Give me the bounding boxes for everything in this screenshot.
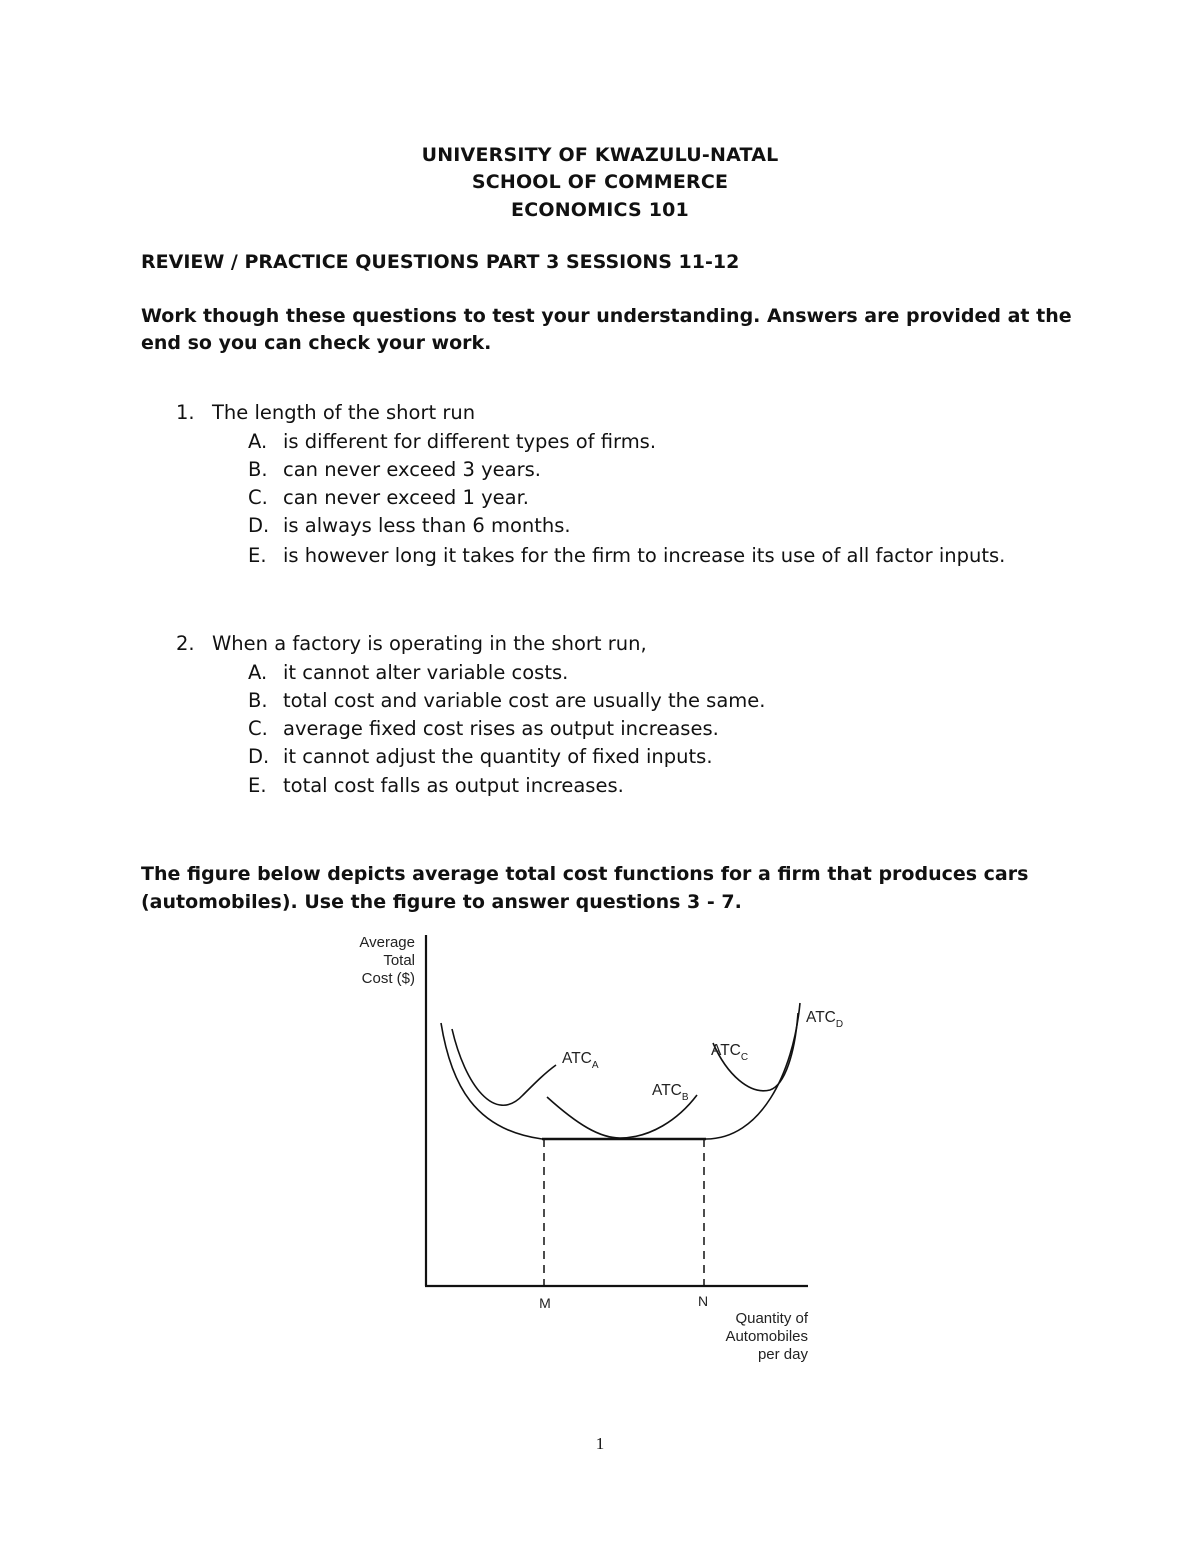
label-atc-d-base: ATC bbox=[806, 1009, 836, 1026]
atc-figure bbox=[330, 925, 870, 1375]
option-letter: D. bbox=[248, 514, 270, 537]
q1-option-a bbox=[248, 430, 656, 453]
tick-label-m: M bbox=[539, 1295, 551, 1311]
label-atc-b-base: ATC bbox=[652, 1082, 682, 1099]
question-2 bbox=[176, 632, 647, 655]
option-letter: A. bbox=[248, 661, 268, 684]
q2-option-e bbox=[248, 774, 624, 797]
page-number: 1 bbox=[595, 1434, 605, 1453]
atc-a-curve bbox=[452, 1029, 556, 1105]
label-atc-c-sub: C bbox=[740, 1052, 749, 1063]
label-atc-a bbox=[562, 1050, 599, 1071]
option-text: total cost and variable cost are usually the same. bbox=[283, 689, 766, 712]
q1-option-b bbox=[248, 458, 541, 481]
label-atc-b bbox=[652, 1082, 689, 1103]
label-atc-a-sub: A bbox=[591, 1060, 599, 1071]
lratc-left-branch bbox=[441, 1023, 542, 1139]
x-axis-label-line-2: Automobiles bbox=[725, 1328, 808, 1345]
label-atc-c bbox=[711, 1042, 748, 1063]
atc-b-curve bbox=[547, 1095, 697, 1138]
q1-option-e bbox=[248, 544, 1005, 567]
label-atc-a-base: ATC bbox=[562, 1050, 592, 1067]
label-atc-d bbox=[806, 1009, 843, 1030]
tick-label-n: N bbox=[697, 1293, 709, 1309]
school-name: SCHOOL OF COMMERCE bbox=[471, 171, 729, 193]
option-text: it cannot alter variable costs. bbox=[283, 661, 569, 684]
y-axis-label-line-1: Average bbox=[359, 934, 415, 951]
course-name: ECONOMICS 101 bbox=[511, 199, 689, 221]
label-atc-b-sub: B bbox=[681, 1092, 689, 1103]
option-text: total cost falls as output increases. bbox=[283, 774, 624, 797]
question-text: When a factory is operating in the short run, bbox=[212, 632, 647, 655]
option-letter: C. bbox=[248, 486, 268, 509]
question-1 bbox=[176, 401, 475, 424]
option-letter: A. bbox=[248, 430, 268, 453]
q2-option-d bbox=[248, 745, 713, 768]
option-letter: E. bbox=[248, 544, 267, 567]
option-letter: B. bbox=[248, 689, 268, 712]
option-letter: C. bbox=[248, 717, 268, 740]
option-letter: E. bbox=[248, 774, 267, 797]
option-letter: D. bbox=[248, 745, 270, 768]
label-atc-c-base: ATC bbox=[711, 1042, 741, 1059]
q1-option-d bbox=[248, 514, 571, 537]
q1-option-c bbox=[248, 486, 529, 509]
q2-option-a bbox=[248, 661, 568, 684]
label-atc-d-sub: D bbox=[835, 1019, 844, 1030]
y-axis-label-line-2: Total bbox=[383, 952, 415, 969]
option-text: it cannot adjust the quantity of fixed inputs. bbox=[283, 745, 713, 768]
x-axis-label-line-1: Quantity of bbox=[735, 1310, 808, 1327]
option-text: is different for different types of firms. bbox=[283, 430, 657, 453]
question-number: 1. bbox=[176, 401, 195, 424]
option-text: is always less than 6 months. bbox=[283, 514, 571, 537]
figure-intro-line-2: (automobiles). Use the figure to answer questions 3 - 7. bbox=[141, 891, 742, 913]
university-name: UNIVERSITY OF KWAZULU-NATAL bbox=[421, 144, 779, 166]
option-text: can never exceed 1 year. bbox=[283, 486, 529, 509]
option-text: average fixed cost rises as output increases. bbox=[283, 717, 719, 740]
question-number: 2. bbox=[176, 632, 195, 655]
x-axis-label-line-3: per day bbox=[757, 1346, 808, 1363]
q2-option-c bbox=[248, 717, 719, 740]
review-title: REVIEW / PRACTICE QUESTIONS PART 3 SESSIONS 11-12 bbox=[141, 251, 740, 273]
q2-option-b bbox=[248, 689, 765, 712]
option-text: is however long it takes for the firm to increase its use of all factor inputs. bbox=[283, 544, 1006, 567]
figure-intro-line-1: The figure below depicts average total cost functions for a firm that produces cars bbox=[141, 863, 1029, 885]
question-text: The length of the short run bbox=[212, 401, 476, 424]
option-text: can never exceed 3 years. bbox=[283, 458, 541, 481]
intro-line-1: Work though these questions to test your understanding. Answers are provided at the bbox=[141, 305, 1072, 327]
y-axis-label-line-3: Cost ($) bbox=[361, 970, 415, 987]
intro-line-2: end so you can check your work. bbox=[141, 332, 492, 354]
atc-diagram bbox=[330, 925, 870, 1375]
option-letter: B. bbox=[248, 458, 268, 481]
